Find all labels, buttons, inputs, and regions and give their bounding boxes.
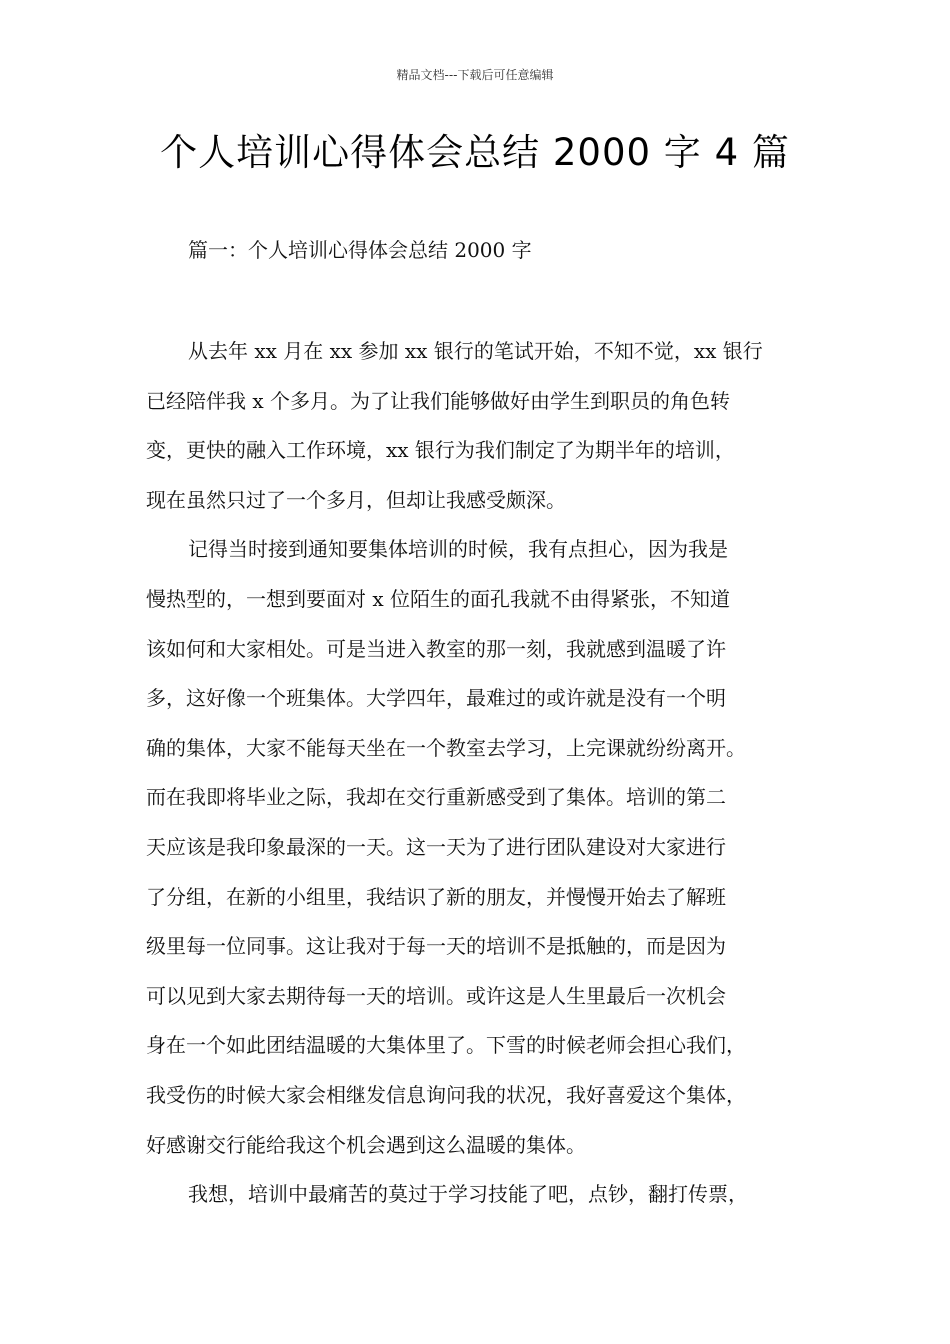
document-body (146, 332, 826, 1225)
text-line: 该如何和大家相处。可是当进入教室的那一刻，我就感到温暖了许 (146, 636, 726, 661)
text-line: 我受伤的时候大家会相继发信息询问我的状况，我好喜爱这个集体， (146, 1082, 746, 1107)
text-line: 慢热型的，一想到要面对 x 位陌生的面孔我就不由得紧张，不知道 (146, 586, 730, 611)
text-line: 从去年 xx 月在 xx 参加 xx 银行的笔试开始，不知不觉，xx 银行 (188, 339, 763, 363)
paragraph-1 (146, 332, 826, 530)
text-line: 已经陪伴我 x 个多月。为了让我们能够做好由学生到职员的角色转 (146, 388, 730, 413)
text-line: 现在虽然只过了一个多月，但却让我感受颇深。 (146, 487, 566, 512)
text-line: 级里每一位同事。这让我对于每一天的培训不是抵触的，而是因为 (146, 934, 726, 959)
text-line: 记得当时接到通知要集体培训的时候，我有点担心，因为我是 (188, 537, 728, 562)
text-line: 多，这好像一个班集体。大学四年，最难过的或许就是没有一个明 (146, 686, 726, 711)
section-heading: 篇一：个人培训心得体会总结 2000 字 (188, 238, 532, 262)
document-title: 个人培训心得体会总结 2000 字 4 篇 (160, 131, 790, 174)
text-line: 了分组，在新的小组里，我结识了新的朋友，并慢慢开始去了解班 (146, 884, 726, 909)
text-line: 好感谢交行能给我这个机会遇到这么温暖的集体。 (146, 1132, 586, 1157)
paragraph-3 (146, 1175, 826, 1225)
text-line: 变，更快的融入工作环境，xx 银行为我们制定了为期半年的培训， (146, 438, 735, 463)
text-line: 确的集体，大家不能每天坐在一个教室去学习，上完课就纷纷离开。 (146, 735, 746, 760)
text-line: 身在一个如此团结温暖的大集体里了。下雪的时候老师会担心我们， (146, 1033, 746, 1058)
text-line: 可以见到大家去期待每一天的培训。或许这是人生里最后一次机会 (146, 983, 726, 1008)
text-line: 我想，培训中最痛苦的莫过于学习技能了吧，点钞，翻打传票， (188, 1182, 748, 1207)
paragraph-2 (146, 530, 826, 1175)
page-header-note: 精品文档---下载后可任意编辑 (396, 68, 554, 82)
text-line: 天应该是我印象最深的一天。这一天为了进行团队建设对大家进行 (146, 834, 726, 859)
text-line: 而在我即将毕业之际，我却在交行重新感受到了集体。培训的第二 (146, 785, 726, 810)
